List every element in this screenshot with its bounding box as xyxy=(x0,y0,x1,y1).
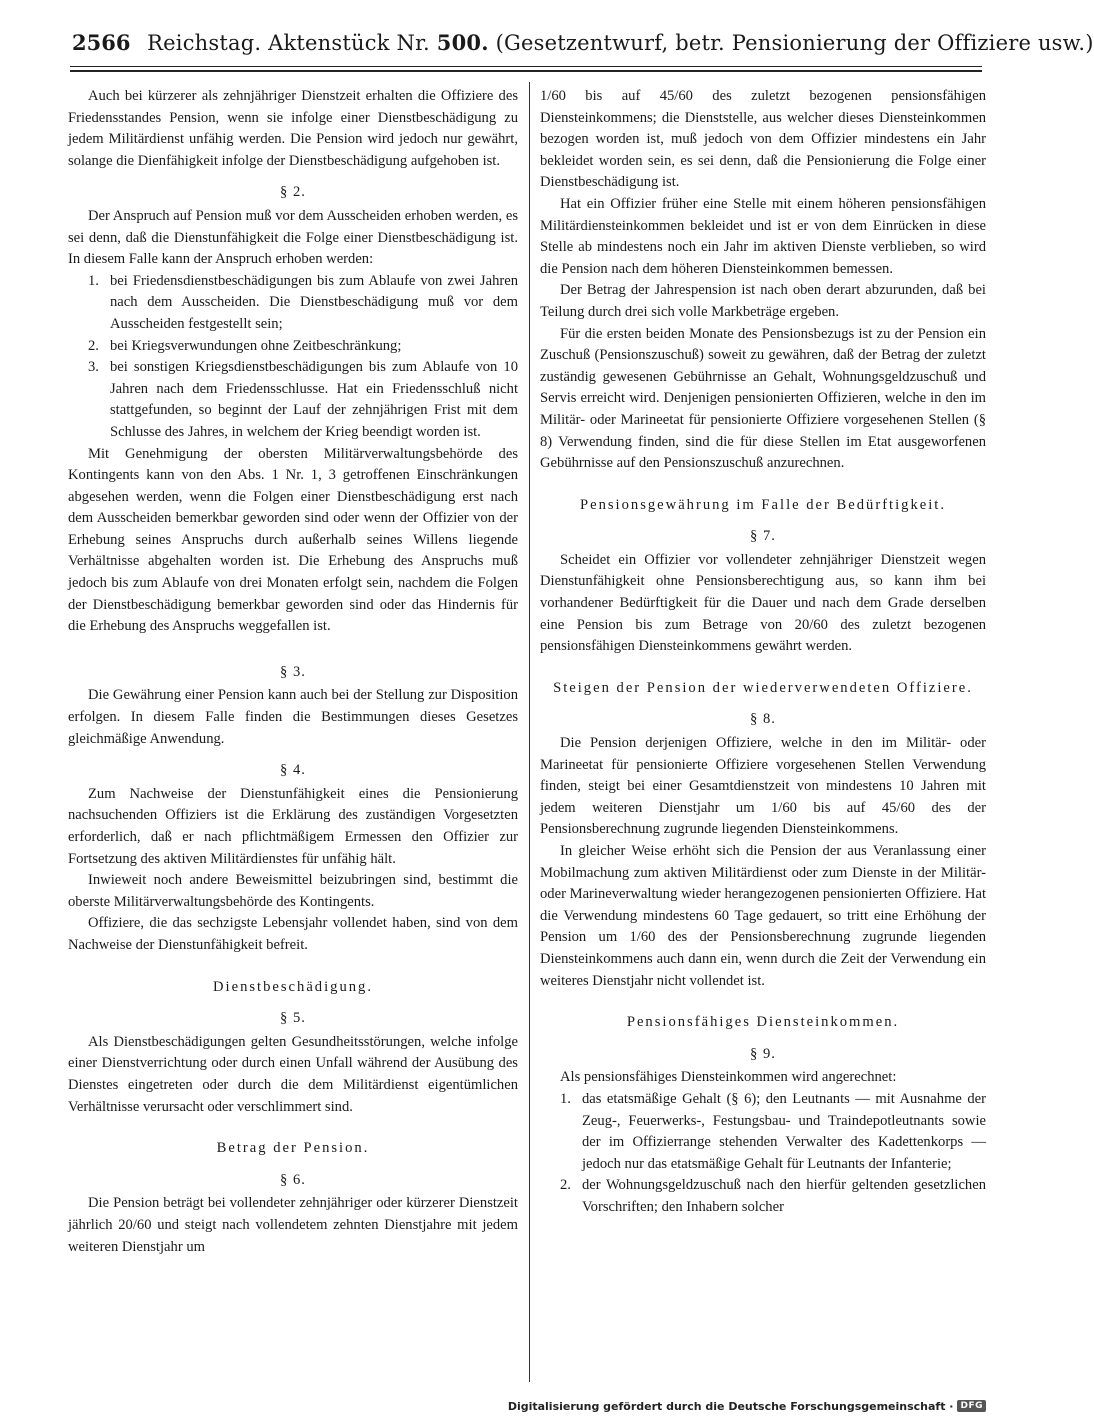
document-number: 500. xyxy=(436,30,489,55)
list-item-text: bei Friedensdienstbeschädigungen bis zum Ablaufe von zwei Jahren nach dem Ausscheiden. Die Dienstbeschädigung muß vor dem Ausscheiden festgestellt sein; xyxy=(110,272,518,332)
paragraph: Die Pension beträgt bei vollendeter zehnjähriger oder kürzerer Dienstzeit jährlich 20/60 und steigt nach vollendetem zehnten Dienstjahre mit jedem weiteren Dienstjahr um xyxy=(68,1195,518,1255)
page-number: 2566 xyxy=(72,30,131,55)
paragraph: Mit Genehmigung der obersten Militärverwaltungsbehörde des Kontingents kann von den Abs. 1 Nr. 1, 3 getroffenen Einschränkungen abgesehen werden, wenn die Folgen einer Dienstbeschädigung erst nach dem Ausscheiden bemerkbar geworden sind oder wenn der Offizier von der Erhebung seines Anspruchs durch außerhalb seines Willens liegende Verhältnisse abgehalten worden ist. Die Erhebung des Anspruchs muß jedoch bis zum Ablaufe von drei Monaten erfolgt sein, nachdem die Folgen der Dienstbeschädigung bemerkbar geworden sind oder das Hindernis für die Erhebung des Anspruchs weggefallen ist. xyxy=(68,445,518,635)
paragraph: Scheidet ein Offizier vor vollendeter zehnjähriger Dienstzeit wegen Dienstunfähigkeit ohne Pensionsberechtigung aus, so kann ihm bei vorhandener Bedürftigkeit für die Dauer und nach dem Grade derselben eine Pension bis zum Betrage von 20/60 des zuletzt bezogenen pensionsfähigen Diensteinkommens gewährt werden. xyxy=(540,551,986,655)
section-heading: Pensionsgewährung im Falle der Bedürftigkeit. xyxy=(579,496,946,513)
section-heading: Betrag der Pension. xyxy=(216,1140,370,1157)
paragraph: Als Dienstbeschädigungen gelten Gesundheitsstörungen, welche infolge einer Dienstverrichtung oder durch einen Unfall während der Ausübung des Dienstes eingetreten oder durch die dem Militärdienst eigentümlichen Verhältnisse verursacht oder verschlimmert sind. xyxy=(68,1033,518,1115)
paragraph: 1/60 bis auf 45/60 des zuletzt bezogenen pensionsfähigen Diensteinkommens; die Dienststelle, aus welcher dieses Diensteinkommen bezogen worden ist, muß jedoch von dem Offizier mindestens ein Jahr bekleidet worden sein, es sei denn, daß die Pensionierung die Folge einer Dienstbeschädigung ist. xyxy=(540,88,986,191)
running-title-start: Reichstag. Aktenstück Nr. xyxy=(147,31,437,55)
header-rule-top xyxy=(70,66,982,67)
paragraph: Zum Nachweise der Dienstunfähigkeit eines die Pensionierung nachsuchenden Offiziers ist die Erklärung des zuständigen Vorgesetzten erforderlich, daß er nach pflichtmäßigem Ermessen den Offizier zur Fortsetzung des aktiven Militärdienstes für unfähig hält. xyxy=(68,785,518,867)
list-item xyxy=(540,1175,986,1218)
credit-text: Digitalisierung gefördert durch die Deutsche Forschungsgemeinschaft · xyxy=(507,1399,954,1413)
dfg-logo-icon: DFG xyxy=(957,1400,986,1412)
section-mark: § 2. xyxy=(280,184,306,201)
section-mark: § 7. xyxy=(750,528,776,545)
paragraph: Auch bei kürzerer als zehnjähriger Dienstzeit erhalten die Offiziere des Friedensstandes Pension, wenn sie infolge einer Dienstbeschädigung zu jedem Militärdienst unfähig werden. Die Pension wird jedoch nur gewährt, solange die Dienfähigkeit infolge der Dienstbeschädigung aufgehoben ist. xyxy=(68,88,518,169)
paragraph: Inwieweit noch andere Beweismittel beizubringen sind, bestimmt die oberste Militärverwaltungsbehörde des Kontingents. xyxy=(68,872,518,910)
paragraph: Die Gewährung einer Pension kann auch bei der Stellung zur Disposition erfolgen. In diesem Falle finden die Bestimmungen dieses Gesetzes gleichmäßige Anwendung. xyxy=(68,687,518,747)
header-rule-bottom xyxy=(70,70,982,72)
page-header xyxy=(72,30,1094,64)
numbered-list xyxy=(68,271,518,444)
list-item-text: der Wohnungsgeldzuschuß nach den hierfür geltenden gesetzlichen Vorschriften; den Inhabern solcher xyxy=(582,1177,986,1215)
list-number: 2. xyxy=(560,1177,571,1194)
paragraph: Die Pension derjenigen Offiziere, welche in den im Militär- oder Marineetat für pensionierte Offiziere vorgesehenen Stellen Verwendung finden, steigt bei einer Gesamtdienstzeit von mindestens 10 Jahren mit jedem weiteren Dienstjahr um 1/60 bis auf 45/60 des der Pensionsberechnung zugrunde liegenden Diensteinkommens. xyxy=(540,735,986,838)
list-number: 2. xyxy=(88,337,99,354)
section-heading: Steigen der Pension der wiederverwendeten Offiziere. xyxy=(553,679,973,696)
section-mark: § 6. xyxy=(280,1171,306,1188)
running-title xyxy=(147,31,1093,55)
left-column xyxy=(68,86,518,1386)
section-mark: § 9. xyxy=(750,1045,776,1062)
paragraph: Hat ein Offizier früher eine Stelle mit einem höheren pensionsfähigen Militärdiensteinkommen bekleidet und ist er von dem Einrücken in diese Stelle ab mindestens noch ein Jahr im aktiven Dienste verblieben, so wird die Pension nach dem höheren Diensteinkommen bemessen. xyxy=(540,195,986,277)
list-item xyxy=(68,271,518,336)
running-title-end: (Gesetzentwurf, betr. Pensionierung der Offiziere usw.) xyxy=(488,31,1094,55)
section-mark: § 5. xyxy=(280,1010,306,1027)
list-item xyxy=(68,357,518,443)
paragraph: Für die ersten beiden Monate des Pensionsbezugs ist zu der Pension ein Zuschuß (Pensionszuschuß) soweit zu gewähren, daß der Betrag der zuletzt zuständig gewesenen Gebührnisse an Gehalt, Wohnungsgeldzuschuß und Servis erreicht wird. Denjenigen pensionierten Offizieren, welche in den im Militär- oder Marineetat für pensionierte Offiziere vorgesehenen Stellen (§ 8) Verwendung finden, sind die für diese Stellen im Etat ausgeworfenen Gebührnisse auf den Pensionszuschuß anzurechnen. xyxy=(540,325,986,472)
list-item-text: bei sonstigen Kriegsdienstbeschädigungen bis zum Ablaufe von 10 Jahren nach dem Friedensschlusse. Hat ein Friedensschluß nicht stattgefunden, so beginnt der Lauf der zehnjährigen Frist mit dem Schlusse des Jahres, in welchem der Krieg beendigt worden ist. xyxy=(110,359,518,440)
list-number: 1. xyxy=(88,272,99,289)
section-mark: § 8. xyxy=(750,711,776,728)
list-number: 1. xyxy=(560,1090,571,1107)
list-number: 3. xyxy=(88,359,99,376)
list-item-text: bei Kriegsverwundungen ohne Zeitbeschränkung; xyxy=(110,337,402,354)
list-item xyxy=(68,336,518,358)
column-divider xyxy=(529,82,530,1382)
section-heading: Dienstbeschädigung. xyxy=(213,978,373,995)
section-heading: Pensionsfähiges Diensteinkommen. xyxy=(626,1014,900,1031)
paragraph: Als pensionsfähiges Diensteinkommen wird angerechnet: xyxy=(560,1069,897,1086)
paragraph: Der Betrag der Jahrespension ist nach oben derart abzurunden, daß bei Teilung durch drei sich volle Markbeträge ergeben. xyxy=(540,282,986,320)
paragraph: Der Anspruch auf Pension muß vor dem Ausscheiden erhoben werden, es sei denn, daß die Dienstunfähigkeit die Folge einer Dienstbeschädigung ist. In diesem Falle kann der Anspruch erhoben werden: xyxy=(68,207,518,268)
section-mark: § 3. xyxy=(280,663,306,680)
list-item xyxy=(540,1089,986,1175)
right-column xyxy=(540,86,986,1386)
numbered-list xyxy=(540,1089,986,1219)
section-mark: § 4. xyxy=(280,762,306,779)
list-item-text: das etatsmäßige Gehalt (§ 6); den Leutnants — mit Ausnahme der Zeug-, Feuerwerks-, Festungsbau- und Traindepotleutnants sowie der im Offizierrange stehenden Verwalter des Kadettenkorps — jedoch nur das etatsmäßige Gehalt für Leutnants der Infanterie; xyxy=(582,1090,986,1172)
paragraph: In gleicher Weise erhöht sich die Pension der aus Veranlassung einer Mobilmachung zum aktiven Militärdienst oder zum Dienste in der Militär- oder Marineverwaltung wieder herangezogenen pensionierten Offiziere. Hat die Verwendung mindestens 60 Tage gedauert, so tritt eine Erhöhung der Pension um 1/60 des der Pensionsberechnung zugrunde liegenden Diensteinkommens auch dann ein, wenn durch die Zeit der Verwendung ein weiteres Dienstjahr nicht vollendet ist. xyxy=(540,843,986,989)
paragraph: Offiziere, die das sechzigste Lebensjahr vollendet haben, sind von dem Nachweise der Dienstunfähigkeit befreit. xyxy=(68,915,518,953)
digitization-credit xyxy=(508,1396,986,1416)
